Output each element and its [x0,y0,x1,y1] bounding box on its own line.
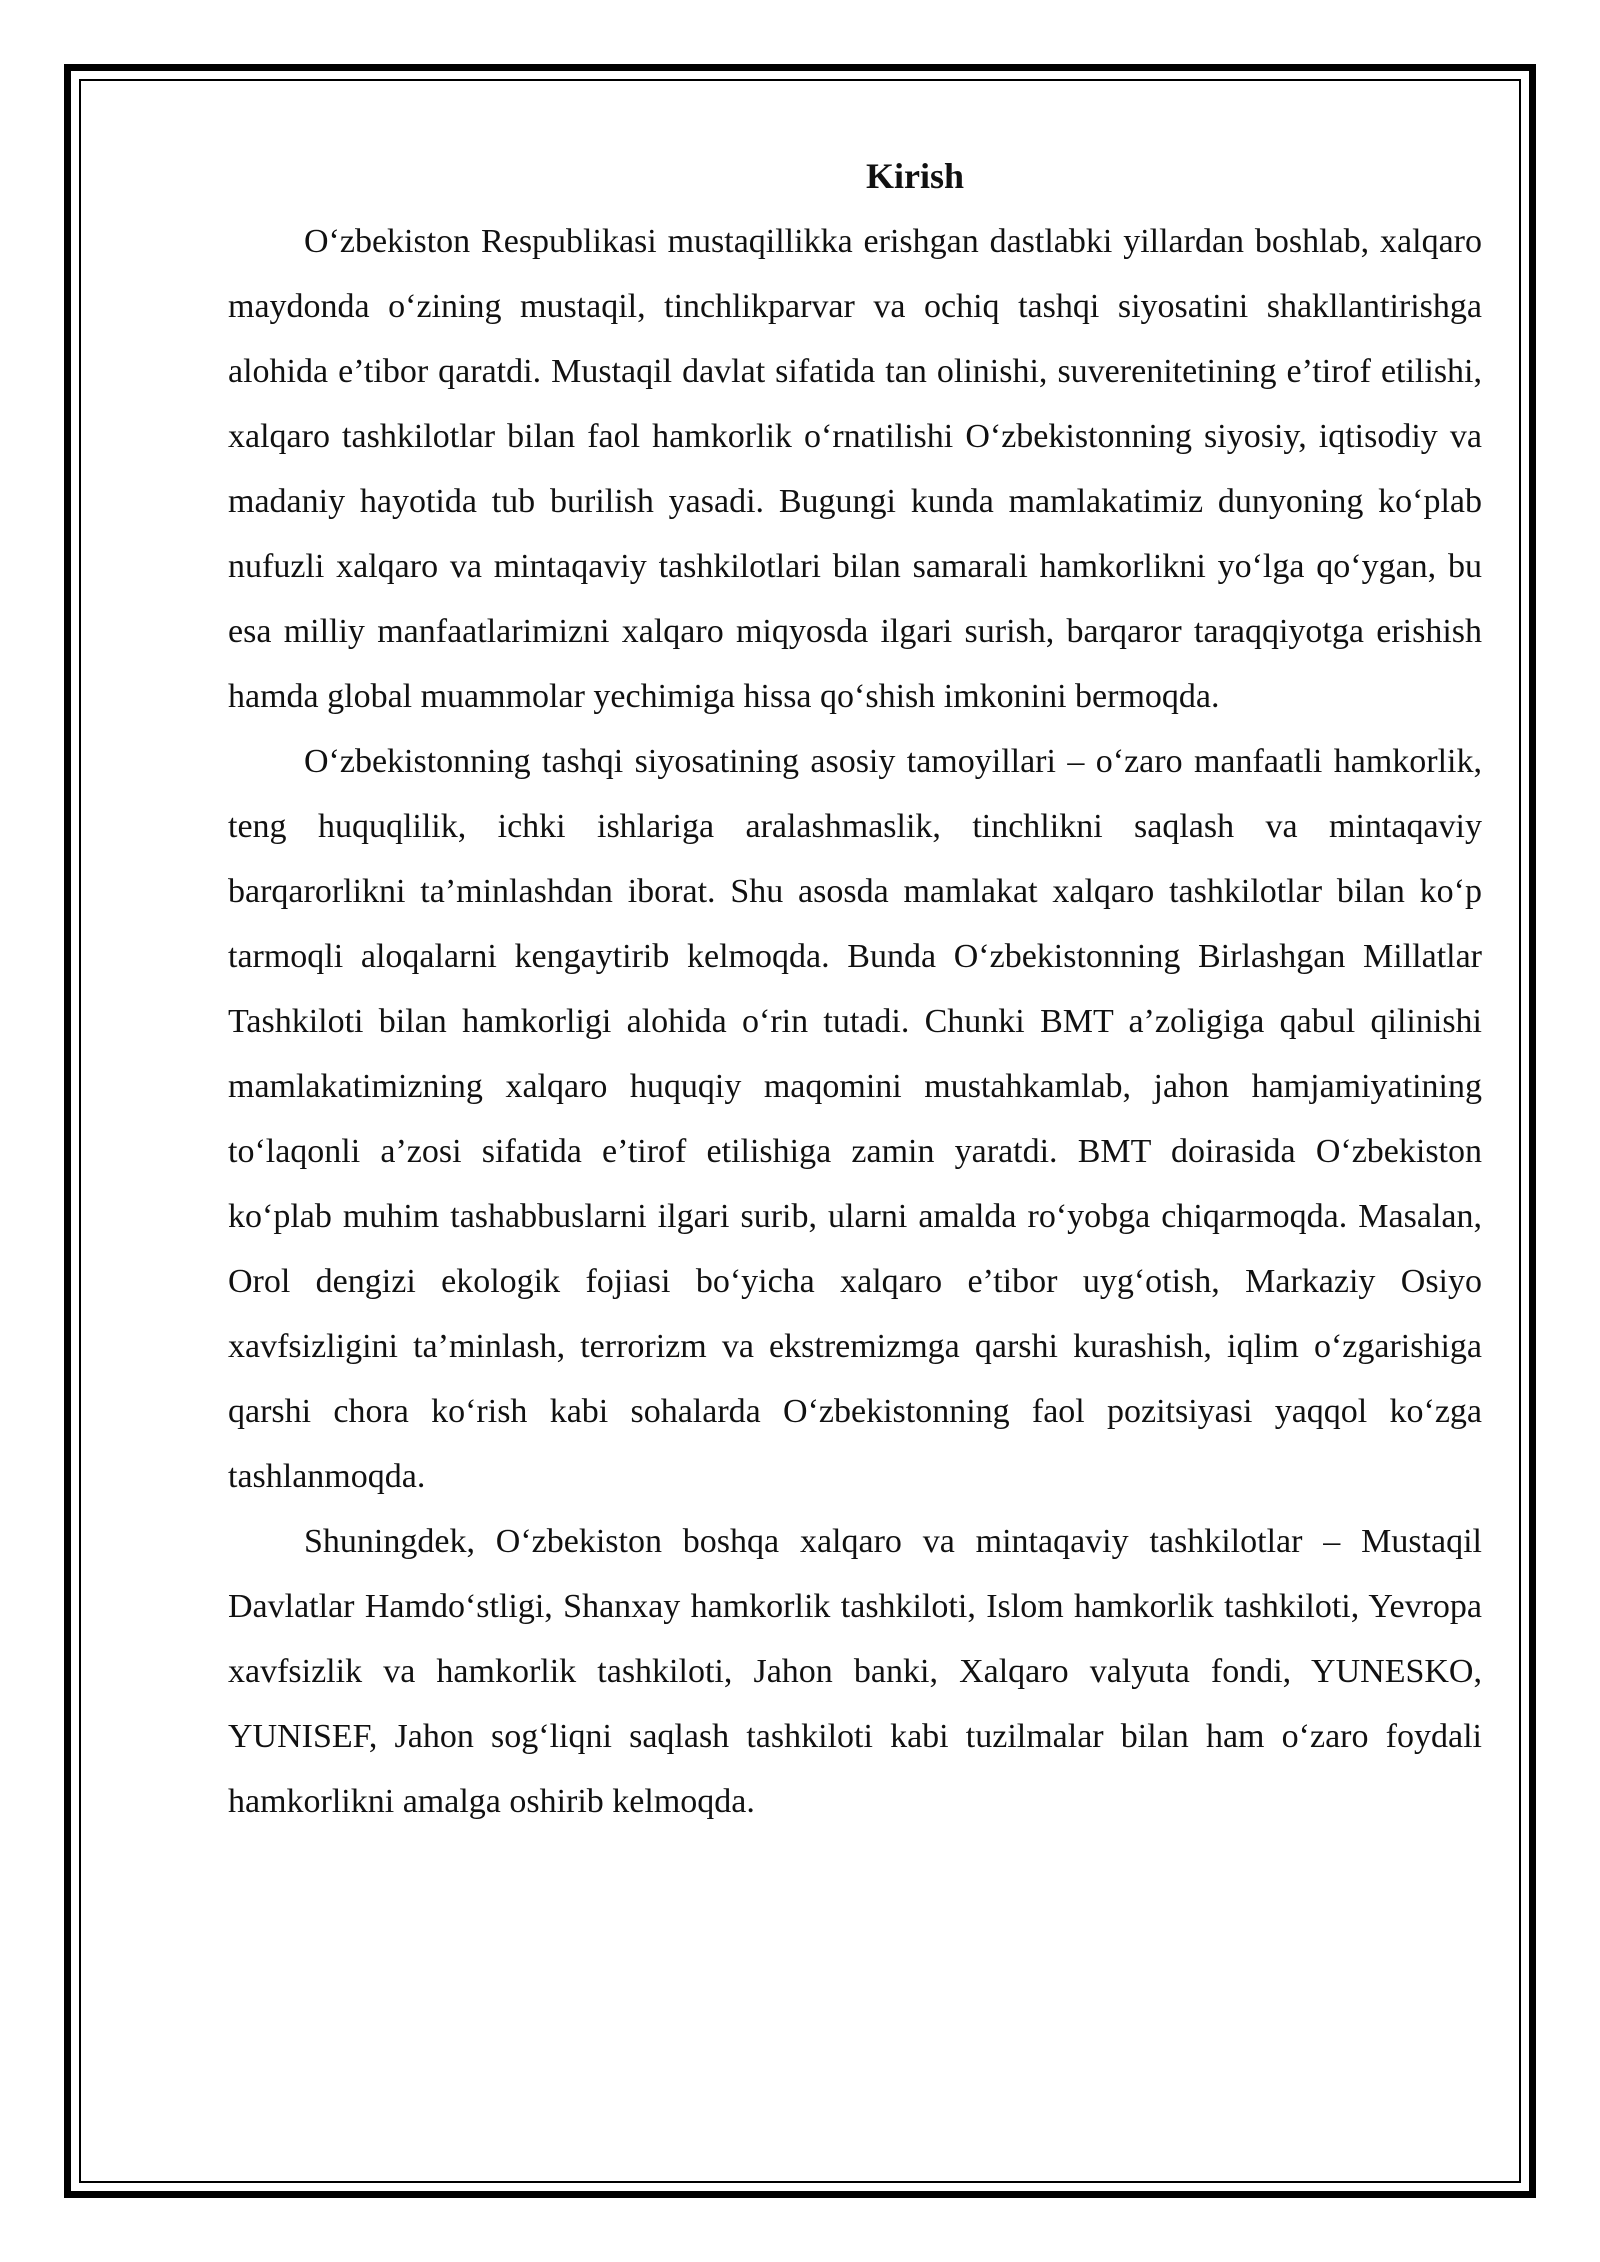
paragraph-2: O‘zbekistonning tashqi siyosatining asosiy tamoyillari – o‘zaro manfaatli hamkorlik, teng huquqlilik, ichki ishlariga aralashmaslik, tinchlikni saqlash va mintaqaviy barqarorlikni ta’minlashdan iborat. Shu asosda mamlakat xalqaro tashkilotlar bilan ko‘p tarmoqli aloqalarni kengaytirib kelmoqda. Bunda O‘zbekistonning Birlashgan Millatlar Tashkiloti bilan hamkorligi alohida o‘rin tutadi. Chunki BMT a’zoligiga qabul qilinishi mamlakatimizning xalqaro huquqiy maqomini mustahkamlab, jahon hamjamiyatining to‘laqonli a’zosi sifatida e’tirof etilishiga zamin yaratdi. BMT doirasida O‘zbekiston ko‘plab muhim tashabbuslarni ilgari surib, ularni amalda ro‘yobga chiqarmoqda. Masalan, Orol dengizi ekologik fojiasi bo‘yicha xalqaro e’tibor uyg‘otish, Markaziy Osiyo xavfsizligini ta’minlash, terrorizm va ekstremizmga qarshi kurashish, iqlim o‘zgarishiga qarshi chora ko‘rish kabi sohalarda O‘zbekistonning faol pozitsiyasi yaqqol ko‘zga tashlanmoqda. [228,743,1482,1495]
paragraph-1: O‘zbekiston Respublikasi mustaqillikka erishgan dastlabki yillardan boshlab, xalqaro maydonda o‘zining mustaqil, tinchlikparvar va ochiq tashqi siyosatini shakllantirishga alohida e’tibor qaratdi. Mustaqil davlat sifatida tan olinishi, suverenitetining e’tirof etilishi, xalqaro tashkilotlar bilan faol hamkorlik o‘rnatilishi O‘zbekistonning siyosiy, iqtisodiy va madaniy hayotida tub burilish yasadi. Bugungi kunda mamlakatimiz dunyoning ko‘plab nufuzli xalqaro va mintaqaviy tashkilotlari bilan samarali hamkorlikni yo‘lga qo‘ygan, bu esa milliy manfaatlarimizni xalqaro miqyosda ilgari surish, barqaror taraqqiyotga erishish hamda global muammolar yechimiga hissa qo‘shish imkonini bermoqda. [228,223,1482,715]
document-body [228,144,1482,1834]
document-title: Kirish [865,156,964,196]
paragraph-3: Shuningdek, O‘zbekiston boshqa xalqaro va mintaqaviy tashkilotlar – Mustaqil Davlatlar Hamdo‘stligi, Shanxay hamkorlik tashkiloti, Islom hamkorlik tashkiloti, Yevropa xavfsizlik va hamkorlik tashkiloti, Jahon banki, Xalqaro valyuta fondi, YUNESKO, YUNISEF, Jahon sog‘liqni saqlash tashkiloti kabi tuzilmalar bilan ham o‘zaro foydali hamkorlikni amalga oshirib kelmoqda. [228,1523,1482,1820]
